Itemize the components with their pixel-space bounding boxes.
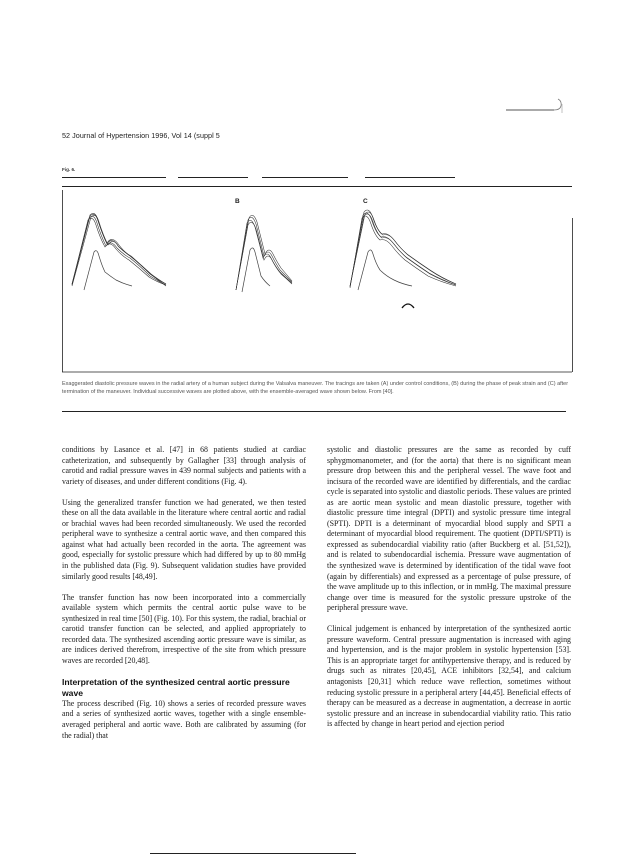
figure-top-rule-3 — [262, 177, 348, 178]
figure-top-border — [62, 186, 572, 187]
running-head: 52 Journal of Hypertension 1996, Vol 14 (suppl 5 — [62, 131, 220, 140]
right-column — [327, 445, 571, 730]
figure-caption: Exaggerated diastolic pressure waves in the radial artery of a human subject during the Valsalva maneuver. The tracings are taken (A) under control conditions, (B) during the phase of peak strain and (C) after termination of the maneuver. Individual successive waves are plotted above, with the ensemble-averaged wave shown below. From [40]. — [62, 381, 569, 396]
paragraph: The process described (Fig. 10) shows a series of recorded pressure waves and a series of synthesized aortic waves, together with a single ensemble-averaged peripheral and aortic wave. Both are calibrated by assuming (for the radial) that — [62, 698, 306, 740]
figure-top-rule-1 — [62, 177, 166, 178]
panel-label-c: C — [363, 198, 368, 205]
caption-bottom-rule — [62, 411, 566, 412]
section-heading: Interpretation of the synthesized central aortic pressure wave — [62, 676, 290, 698]
paragraph: systolic and diastolic pressures are the same as recorded by cuff sphygmomanometer, and (for the aorta) that there is no significant mean pressure drop between this and the peripheral vessel. The wave foot and incisura of the recorded wave are identified by differentials, and the cardiac cycle is separated into systolic and diastolic periods. These values are printed as are aortic mean systolic and mean diastolic pressure, together with diastolic pressure time integral (DPTI) and systolic pressure time integral (SPTI). DPTI is a determinant of myocardial blood supply and SPTI a determinant of myocardial blood requirement. The quotient (DPTI/SPTI) is expressed as subendocardial viability ratio (after Buckberg et al. [51,52]), and is related to subendocardial ischemia. Pressure wave augmentation of the synthesized wave is determined by identification of the tidal wave foot (again by differentials) and expressed as a percentage of pulse pressure, of the wave amplitude up to this inflection, or in mmHg. The maximal pressure change over time is measured for the systolic pressure upstroke of the peripheral pressure wave. — [327, 445, 571, 613]
paragraph: Clinical judgement is enhanced by interpretation of the synthesized aortic pressure waveform. Central pressure augmentation is increased with aging and hypertension, and is the major problem in systolic hypertension [53]. This is an appropriate target for antihypertensive therapy, and is reduced by drugs such as nitrates [20,45], ACE inhibitors [32,54], and calcium antagonists [20,31] which reduce wave reflection, sometimes without reducing systolic pressure in a peripheral artery [44,45]. Beneficial effects of therapy can be measured as a decrease in augmentation, a decrease in aortic systolic pressure and an increase in subendocardial viability ratio. This ratio is affected by change in heart period and ejection period — [327, 624, 571, 729]
corner-mark — [506, 98, 566, 114]
panel-label-b: B — [235, 198, 240, 205]
left-column — [62, 445, 306, 741]
paragraph: Using the generalized transfer function we had generated, we then tested these on all the data available in the literature where central aortic and radial or brachial waves had been recorded simultaneously. We used the recorded peripheral wave to synthesize a central aortic wave, and then compared this against what had actually been recorded in the aorta. The agreement was good, especially for systolic pressure which had differed by up to 80 mmHg in the published data (Fig. 9). Subsequent validation studies have provided similarly good results [48,49]. — [62, 497, 306, 581]
figure-label: Fig. 6. — [62, 167, 76, 172]
paragraph: The transfer function has now been incorporated into a commercially available system which permits the central aortic pulse wave to be synthesized in real time [50] (Fig. 10). For this system, the radial, brachial or carotid transfer function can be selected, and applied appropriately to recorded data. The synthesized ascending aortic pressure wave is similar, as are indices derived therefrom, irrespective of the site from which pressure waves are recorded [20,48]. — [62, 592, 306, 665]
figure-top-rule-4 — [365, 177, 455, 178]
footer-rule — [150, 853, 356, 854]
paragraph: conditions by Lasance et al. [47] in 68 patients studied at cardiac catheterization, and subsequently by Gallagher [33] through analysis of carotid and radial pressure waves in 439 normal subjects and patients with a variety of diseases, and under different conditions (Fig. 4). — [62, 445, 306, 486]
figure-graphic — [62, 190, 574, 376]
figure-top-rule-2 — [178, 177, 248, 178]
